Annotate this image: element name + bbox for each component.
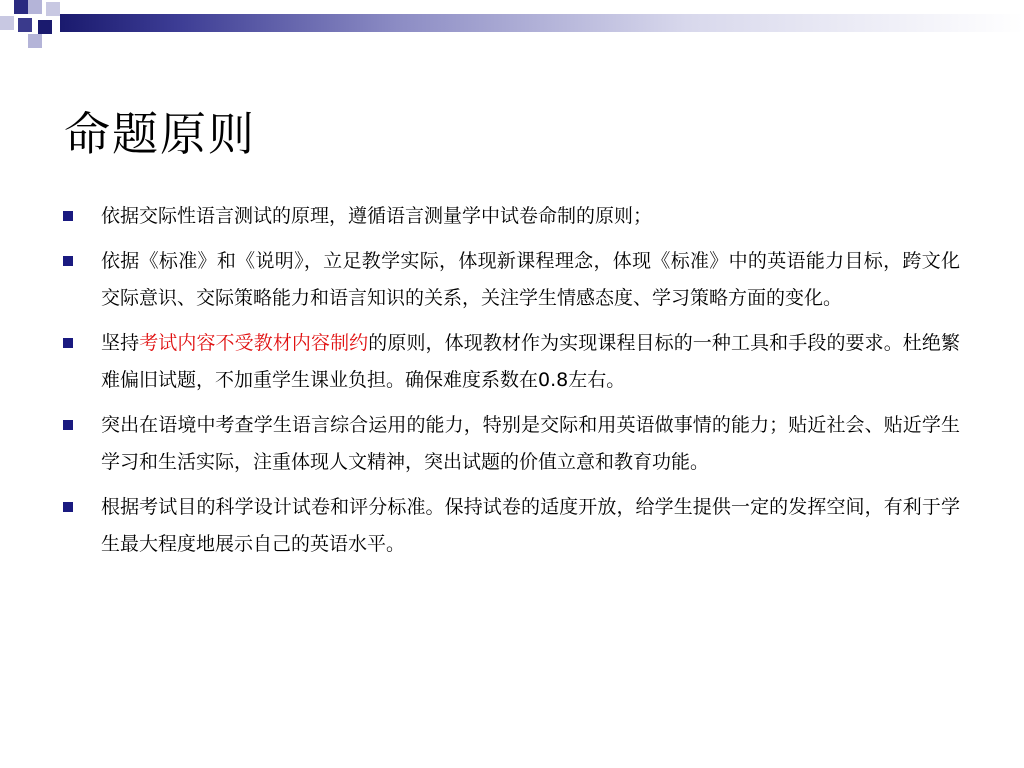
decor-square bbox=[18, 18, 32, 32]
square-bullet-icon bbox=[63, 420, 73, 430]
bullet-item bbox=[60, 407, 960, 481]
bullet-text: 依据交际性语言测试的原理，遵循语言测量学中试卷命制的原则； bbox=[101, 205, 653, 227]
bullet-text: 根据考试目的科学设计试卷和评分标准。保持试卷的适度开放，给学生提供一定的发挥空间，有利于学生最大程度地展示自己的英语水平。 bbox=[101, 496, 960, 555]
bullet-text: 突出在语境中考查学生语言综合运用的能力，特别是交际和用英语做事情的能力；贴近社会、贴近学生学习和生活实际，注重体现人文精神，突出试题的价值立意和教育功能。 bbox=[101, 414, 960, 473]
decor-square bbox=[46, 2, 60, 16]
bullet-item bbox=[60, 243, 960, 317]
bullet-item bbox=[60, 325, 960, 399]
highlighted-text: 考试内容不受教材内容制约 bbox=[139, 332, 369, 354]
decor-square bbox=[0, 16, 14, 30]
bullet-item bbox=[60, 198, 960, 235]
slide-title: 命题原则 bbox=[64, 107, 256, 161]
square-bullet-icon bbox=[63, 502, 73, 512]
decor-square bbox=[38, 20, 52, 34]
bullet-text-prefix: 坚持 bbox=[101, 332, 140, 354]
decor-square bbox=[14, 0, 28, 14]
square-bullet-icon bbox=[63, 338, 73, 348]
bullet-item bbox=[60, 489, 960, 563]
bullet-content bbox=[60, 198, 960, 571]
bullet-text-suffix: 的原则，体现教材作为实现课程目标的一种工具和手段的要求。杜绝繁难偏旧试题，不加重学生课业负担。确保难度系数在0.8左右。 bbox=[101, 332, 960, 391]
decor-square bbox=[28, 0, 42, 14]
gradient-bar bbox=[60, 14, 1024, 32]
decorative-header-band bbox=[0, 0, 1024, 48]
square-bullet-icon bbox=[63, 211, 73, 221]
decor-square bbox=[28, 34, 42, 48]
bullet-text: 依据《标准》和《说明》，立足教学实际，体现新课程理念，体现《标准》中的英语能力目标，跨文化交际意识、交际策略能力和语言知识的关系，关注学生情感态度、学习策略方面的变化。 bbox=[101, 250, 960, 309]
square-bullet-icon bbox=[63, 256, 73, 266]
bullet-list bbox=[60, 198, 960, 563]
